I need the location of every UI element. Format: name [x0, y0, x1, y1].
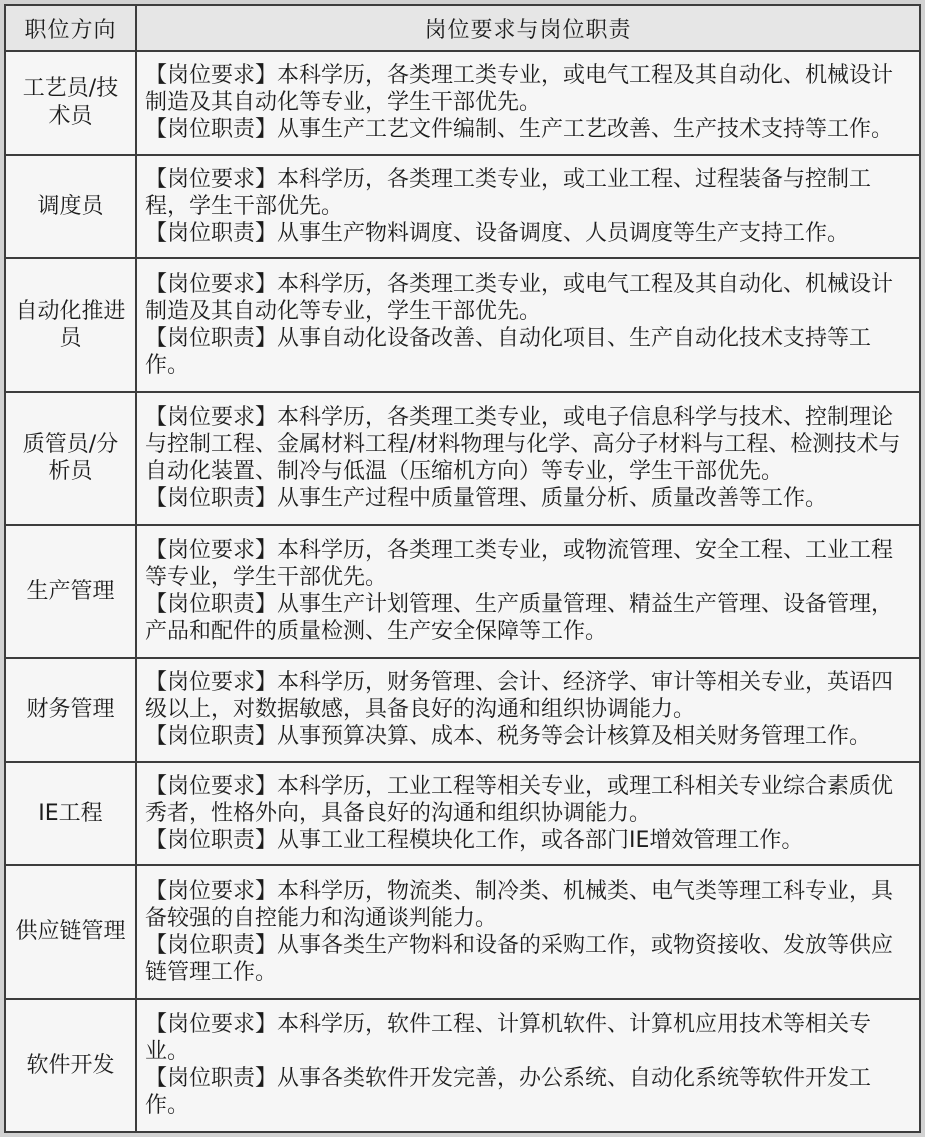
table-row: [5, 258, 920, 391]
requirement-text: 【岗位要求】本科学历，软件工程、计算机软件、计算机应用技术等相关专业。: [145, 1012, 872, 1065]
details-cell: [136, 865, 920, 998]
position-cell: 调度员: [5, 155, 136, 259]
position-cell: 财务管理: [5, 658, 136, 762]
position-cell: 供应链管理: [5, 865, 136, 998]
table-row: [5, 658, 920, 762]
details-cell: [136, 51, 920, 155]
requirement-text: 【岗位要求】本科学历，财务管理、会计、经济学、审计等相关专业，英语四级以上，对数据敏感，具备良好的沟通和组织协调能力。: [145, 670, 894, 723]
details-cell: [136, 155, 920, 259]
table-row: [5, 51, 920, 155]
header-cell-position: 职位方向: [5, 5, 136, 51]
responsibility-text: 【岗位职责】从事生产工艺文件编制、生产工艺改善、生产技术支持等工作。: [145, 117, 894, 143]
responsibility-text: 【岗位职责】从事工业工程模块化工作，或各部门IE增效管理工作。: [145, 828, 804, 854]
details-cell: [136, 658, 920, 762]
position-cell: IE工程: [5, 762, 136, 866]
details-cell: [136, 762, 920, 866]
requirement-text: 【岗位要求】本科学历，各类理工类专业，或电气工程及其自动化、机械设计制造及其自动化等专业，学生干部优先。: [145, 271, 894, 324]
table-row: [5, 392, 920, 525]
responsibility-text: 【岗位职责】从事各类软件开发完善，办公系统、自动化系统等软件开发工作。: [145, 1066, 872, 1119]
requirement-text: 【岗位要求】本科学历，工业工程等相关专业，或理工科相关专业综合素质优秀者，性格外向，具备良好的沟通和组织协调能力。: [145, 774, 894, 827]
table-row: [5, 762, 920, 866]
table-body: [5, 51, 920, 1132]
details-cell: [136, 999, 920, 1132]
position-cell: 自动化推进员: [5, 258, 136, 391]
header-row: [5, 5, 920, 51]
position-cell: 质管员/分析员: [5, 392, 136, 525]
table-row: [5, 999, 920, 1132]
responsibility-text: 【岗位职责】从事生产计划管理、生产质量管理、精益生产管理、设备管理，产品和配件的质量检测、生产安全保障等工作。: [145, 592, 894, 645]
position-cell: 软件开发: [5, 999, 136, 1132]
header-cell-details: 岗位要求与岗位职责: [136, 5, 920, 51]
table-row: [5, 865, 920, 998]
position-cell: 工艺员/技术员: [5, 51, 136, 155]
details-cell: [136, 392, 920, 525]
requirement-text: 【岗位要求】本科学历，物流类、制冷类、机械类、电气类等理工科专业，具备较强的自控能力和沟通谈判能力。: [145, 878, 894, 932]
responsibility-text: 【岗位职责】从事预算决算、成本、税务等会计核算及相关财务管理工作。: [145, 724, 872, 750]
table-header: [5, 5, 920, 51]
requirement-text: 【岗位要求】本科学历，各类理工类专业，或工业工程、过程装备与控制工程，学生干部优先。: [145, 167, 872, 220]
requirement-text: 【岗位要求】本科学历，各类理工类专业，或电气工程及其自动化、机械设计制造及其自动化等专业，学生干部优先。: [145, 63, 894, 116]
job-postings-table: [4, 4, 921, 1133]
requirement-text: 【岗位要求】本科学历，各类理工类专业，或物流管理、安全工程、工业工程等专业，学生干部优先。: [145, 538, 894, 591]
table-row: [5, 525, 920, 658]
details-cell: [136, 525, 920, 658]
requirement-text: 【岗位要求】本科学历，各类理工类专业，或电子信息科学与技术、控制理论与控制工程、金属材料工程/材料物理与化学、高分子材料与工程、检测技术与自动化装置、制冷与低温（压缩机方向）等专业，学生干部优先。: [145, 405, 901, 485]
responsibility-text: 【岗位职责】从事自动化设备改善、自动化项目、生产自动化技术支持等工作。: [145, 326, 872, 379]
table-row: [5, 155, 920, 259]
responsibility-text: 【岗位职责】从事生产物料调度、设备调度、人员调度等生产支持工作。: [145, 221, 850, 247]
position-cell: 生产管理: [5, 525, 136, 658]
responsibility-text: 【岗位职责】从事各类生产物料和设备的采购工作，或物资接收、发放等供应链管理工作。: [145, 933, 894, 986]
details-cell: [136, 258, 920, 391]
responsibility-text: 【岗位职责】从事生产过程中质量管理、质量分析、质量改善等工作。: [145, 486, 828, 512]
